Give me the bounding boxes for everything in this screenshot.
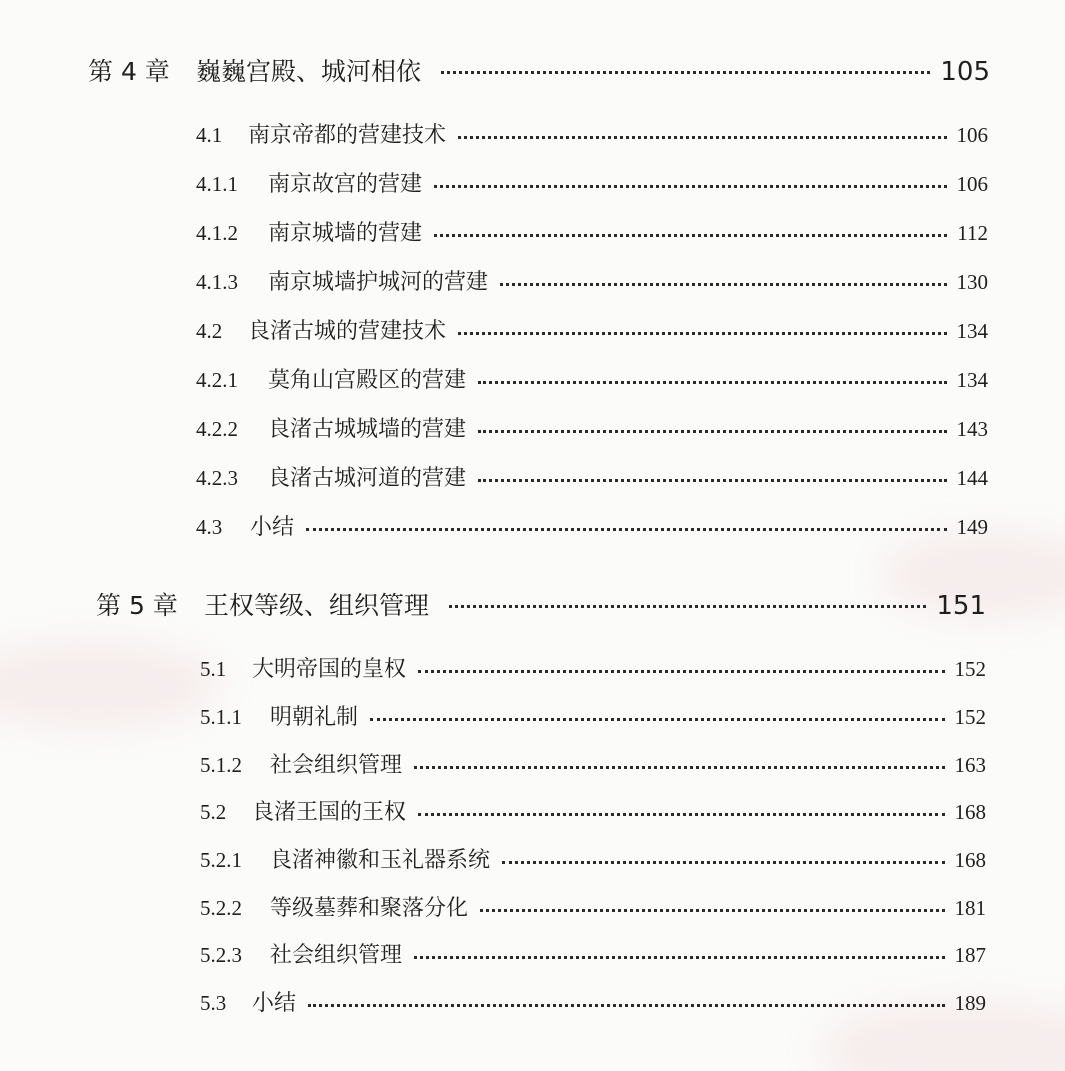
chapter-5-row[interactable] bbox=[96, 586, 986, 621]
section-number: 4.1.3 bbox=[196, 270, 238, 294]
toc-entry[interactable] bbox=[196, 265, 988, 295]
chapter-title: 王权等级、组织管理 bbox=[204, 591, 430, 620]
section-title: 南京帝都的营建技术 bbox=[248, 123, 447, 148]
toc-entry[interactable] bbox=[196, 412, 988, 442]
dot-leader bbox=[458, 136, 946, 139]
page-number: 105 bbox=[940, 57, 990, 87]
toc-entry[interactable] bbox=[200, 700, 986, 730]
toc-entry[interactable] bbox=[196, 118, 988, 148]
toc-entry[interactable] bbox=[196, 314, 988, 344]
section-number: 4.3 bbox=[196, 515, 223, 539]
dot-leader bbox=[434, 234, 947, 237]
section-number: 5.1 bbox=[200, 657, 227, 681]
section-title: 社会组织管理 bbox=[270, 943, 403, 968]
section-number: 4.2.3 bbox=[196, 466, 238, 490]
page-number: 151 bbox=[936, 591, 986, 621]
dot-leader bbox=[478, 381, 946, 384]
page-number: 152 bbox=[954, 705, 986, 729]
section-title: 莫角山宫殿区的营建 bbox=[268, 368, 467, 393]
section-number: 4.1.2 bbox=[196, 221, 238, 245]
dot-leader bbox=[306, 528, 946, 531]
page-number: 149 bbox=[956, 515, 988, 539]
dot-leader bbox=[480, 909, 944, 912]
dot-leader bbox=[478, 479, 946, 482]
section-title: 良渚古城城墙的营建 bbox=[268, 417, 467, 442]
dot-leader bbox=[418, 813, 944, 816]
dot-leader bbox=[414, 956, 944, 959]
toc-entry[interactable] bbox=[200, 748, 986, 778]
section-title: 南京故宫的营建 bbox=[268, 172, 423, 197]
section-title: 大明帝国的皇权 bbox=[252, 657, 407, 682]
section-title: 小结 bbox=[250, 515, 295, 540]
section-number: 5.2.3 bbox=[200, 943, 242, 967]
page-number: 187 bbox=[954, 943, 986, 967]
toc-entry[interactable] bbox=[196, 216, 988, 246]
toc-entry[interactable] bbox=[200, 795, 986, 825]
chapter-title: 巍巍宫殿、城河相依 bbox=[196, 57, 422, 86]
chapter-4-row[interactable] bbox=[88, 52, 990, 87]
dot-leader bbox=[441, 71, 930, 74]
section-title: 南京城墙的营建 bbox=[268, 221, 423, 246]
page-number: 168 bbox=[954, 848, 986, 872]
section-number: 4.2.1 bbox=[196, 368, 238, 392]
page-number: 143 bbox=[956, 417, 988, 441]
dot-leader bbox=[478, 430, 946, 433]
section-title: 良渚古城河道的营建 bbox=[268, 466, 467, 491]
section-number: 5.1.1 bbox=[200, 705, 242, 729]
page-number: 152 bbox=[954, 657, 986, 681]
section-number: 5.2.2 bbox=[200, 896, 242, 920]
toc-entry[interactable] bbox=[196, 167, 988, 197]
chapter-label: 第 5 章 bbox=[96, 591, 178, 620]
section-number: 5.2 bbox=[200, 800, 227, 824]
toc-entry[interactable] bbox=[200, 891, 986, 921]
page-number: 144 bbox=[956, 466, 988, 490]
page-number: 106 bbox=[956, 123, 988, 147]
page-number: 112 bbox=[957, 221, 988, 245]
toc-entry[interactable] bbox=[200, 843, 986, 873]
section-number: 4.1 bbox=[196, 123, 223, 147]
toc-entry[interactable] bbox=[196, 363, 988, 393]
section-number: 5.1.2 bbox=[200, 753, 242, 777]
section-title: 良渚王国的王权 bbox=[252, 800, 407, 825]
dot-leader bbox=[500, 283, 946, 286]
dot-leader bbox=[414, 766, 944, 769]
dot-leader bbox=[418, 670, 944, 673]
page-number: 189 bbox=[954, 991, 986, 1015]
section-number: 4.2.2 bbox=[196, 417, 238, 441]
toc-entry[interactable] bbox=[200, 938, 986, 968]
toc-entry[interactable] bbox=[200, 652, 986, 682]
section-number: 4.1.1 bbox=[196, 172, 238, 196]
dot-leader bbox=[502, 861, 944, 864]
toc-entry[interactable] bbox=[196, 510, 988, 540]
section-title: 等级墓葬和聚落分化 bbox=[270, 896, 469, 921]
dot-leader bbox=[449, 605, 926, 608]
section-title: 良渚神徽和玉礼器系统 bbox=[270, 848, 491, 873]
page-number: 134 bbox=[956, 319, 988, 343]
dot-leader bbox=[434, 185, 946, 188]
page-number: 106 bbox=[956, 172, 988, 196]
section-title: 明朝礼制 bbox=[270, 705, 359, 730]
section-title: 南京城墙护城河的营建 bbox=[268, 270, 489, 295]
section-title: 小结 bbox=[252, 991, 297, 1016]
dot-leader bbox=[370, 718, 944, 721]
dot-leader bbox=[458, 332, 946, 335]
section-number: 4.2 bbox=[196, 319, 223, 343]
toc-entry[interactable] bbox=[200, 986, 986, 1016]
page-number: 130 bbox=[956, 270, 988, 294]
dot-leader bbox=[308, 1004, 944, 1007]
section-number: 5.3 bbox=[200, 991, 227, 1015]
page-number: 134 bbox=[956, 368, 988, 392]
page-number: 181 bbox=[954, 896, 986, 920]
paper-stain bbox=[0, 640, 220, 730]
page-number: 163 bbox=[954, 753, 986, 777]
section-title: 良渚古城的营建技术 bbox=[248, 319, 447, 344]
toc-entry[interactable] bbox=[196, 461, 988, 491]
page-number: 168 bbox=[954, 800, 986, 824]
section-title: 社会组织管理 bbox=[270, 753, 403, 778]
chapter-label: 第 4 章 bbox=[88, 57, 170, 86]
section-number: 5.2.1 bbox=[200, 848, 242, 872]
